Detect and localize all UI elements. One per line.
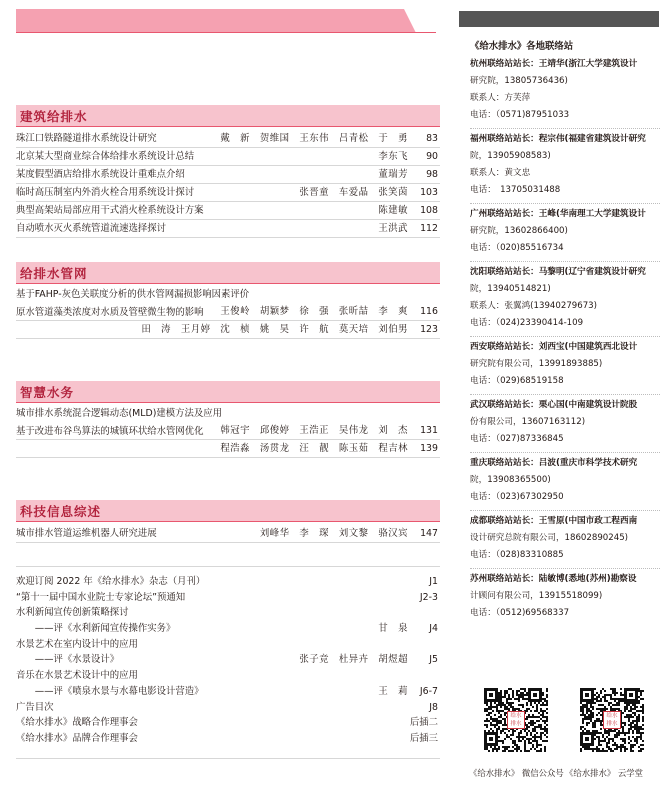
qr-module: [624, 750, 626, 752]
article-page: 90: [426, 151, 438, 162]
qr-module: [546, 690, 548, 692]
qr-module: [526, 710, 528, 712]
qr-module: [638, 720, 640, 722]
station-line: 广州联络站站长：王峰(华南理工大学建筑设计: [470, 209, 646, 219]
qr-module: [626, 748, 628, 750]
qr-module: [634, 744, 636, 746]
notice-row: [16, 654, 440, 668]
station-line: 电话：（020)85516734: [470, 243, 564, 253]
qr-module: [594, 726, 596, 728]
notice-title: ——评《水利新闻宣传操作实务》: [16, 623, 176, 634]
station-block: [470, 455, 660, 506]
header-band: [16, 9, 436, 33]
qr-module: [624, 742, 626, 744]
qr-module: [522, 706, 524, 708]
article-page: 108: [420, 205, 438, 216]
qr-module: [594, 702, 596, 704]
section-title: 给排水管网: [20, 266, 88, 281]
qr-module: [620, 750, 622, 752]
section-title: 智慧水务: [20, 385, 75, 400]
station-divider: [470, 128, 660, 129]
article-row: [16, 426, 440, 456]
row-separator: [16, 542, 440, 543]
notice-title: ——评《喷泉水景与水幕电影设计营造》: [16, 686, 204, 697]
station-line: 杭州联络站站长：王靖华(浙江大学建筑设计: [470, 59, 638, 69]
article-page: 116: [420, 306, 438, 317]
qr-label: 《给水排水》 云学堂: [565, 768, 644, 778]
station-line: 计顾问有限公司，13915518099): [470, 591, 603, 601]
article-row: [16, 223, 440, 237]
qr-finder: [484, 688, 498, 702]
article-title: 珠江口铁路隧道排水系统设计研究: [16, 133, 157, 144]
qr-module: [594, 738, 596, 740]
article-title: 基于改进布谷鸟算法的城镇环状给水管网优化: [16, 426, 204, 437]
article-authors: 李东飞: [378, 151, 408, 162]
qr-module: [592, 750, 594, 752]
qr-module: [636, 706, 638, 708]
qr-code: [580, 688, 644, 752]
qr-module: [546, 736, 548, 738]
qr-module: [630, 740, 632, 742]
article-row: [16, 205, 440, 219]
notice-row: [16, 733, 440, 747]
station-line: 电话： 13705031488: [470, 185, 561, 195]
notice-page: 后插三: [409, 733, 438, 744]
qr-module: [594, 688, 596, 690]
notice-title: 欢迎订阅 2022 年《给水排水》杂志（月刊）: [16, 576, 206, 587]
qr-module: [642, 748, 644, 750]
qr-module: [518, 700, 520, 702]
notice-title: 水利新闻宣传创新策略探讨: [16, 607, 129, 618]
qr-module: [546, 708, 548, 710]
qr-module: [536, 746, 538, 748]
qr-finder: [580, 732, 594, 746]
qr-module: [520, 732, 522, 734]
qr-module: [614, 694, 616, 696]
station-line: 院，13908365500): [470, 475, 551, 485]
station-line: 电话：（027)87336845: [470, 434, 564, 444]
article-authors: 张晋童 车爱晶 张笑茵: [299, 187, 408, 198]
qr-module: [642, 690, 644, 692]
notice-row: [16, 686, 440, 700]
qr-module: [600, 692, 602, 694]
section-header-band: [16, 381, 440, 403]
qr-module: [546, 704, 548, 706]
station-line: 重庆联络站站长：吕波(重庆市科学技术研究: [470, 458, 638, 468]
qr-module: [546, 724, 548, 726]
header-band-fill: [16, 9, 416, 33]
qr-module: [500, 706, 502, 708]
qr-module: [606, 708, 608, 710]
station-line: 联系人：方芙萍: [470, 93, 531, 103]
station-line: 电话：（029)68519158: [470, 376, 564, 386]
qr-module: [606, 750, 608, 752]
row-separator: [16, 457, 440, 458]
qr-module: [616, 736, 618, 738]
qr-module: [608, 742, 610, 744]
qr-module: [496, 750, 498, 752]
qr-module: [636, 742, 638, 744]
article-page: 112: [420, 223, 438, 234]
qr-module: [510, 698, 512, 700]
qr-module: [536, 732, 538, 734]
qr-module: [632, 732, 634, 734]
article-row: [16, 187, 440, 201]
qr-module: [618, 704, 620, 706]
notice-page: J5: [429, 654, 438, 665]
article-title: 原水管道藻类浓度对水质及管壁微生物的影响: [16, 307, 204, 318]
article-page: 139: [420, 443, 438, 454]
header-band-rule: [16, 32, 436, 33]
qr-module: [514, 730, 516, 732]
station-block: [470, 397, 660, 448]
notice-title: ——评《水景设计》: [16, 654, 120, 665]
notice-authors: 甘 泉: [378, 623, 408, 634]
qr-module: [498, 736, 500, 738]
stations-list: [470, 56, 660, 622]
station-line: 苏州联络站站长：陆敏博(悉地(苏州)勘察设: [470, 574, 637, 584]
row-separator: [16, 165, 440, 166]
station-block: [470, 513, 660, 564]
station-line: 电话：（024)23390414-109: [470, 318, 584, 328]
qr-finder: [580, 688, 594, 702]
section-header: [16, 262, 440, 284]
qr-module: [528, 750, 530, 752]
article-page: 83: [426, 133, 438, 144]
qr-module: [628, 732, 630, 734]
qr-module: [526, 718, 528, 720]
stations-heading: 《给水排水》各地联络站: [470, 41, 574, 52]
qr-module: [516, 750, 518, 752]
qr-module: [504, 750, 506, 752]
qr-module: [532, 706, 534, 708]
station-line: 电话：（0571)87951033: [470, 110, 570, 120]
qr-module: [600, 728, 602, 730]
qr-module: [546, 712, 548, 714]
article-authors: 韩冠宇 邱俊婷 王浩正 吴伟龙 刘 杰: [220, 425, 408, 436]
qr-module: [512, 750, 514, 752]
qr-module: [600, 744, 602, 746]
qr-module: [526, 704, 528, 706]
qr-module: [494, 714, 496, 716]
article-row: [16, 133, 440, 147]
article-title: 自动喷水灭火系统管道流速选择探讨: [16, 223, 167, 234]
qr-module: [596, 714, 598, 716]
notice-row: [16, 670, 440, 684]
notice-title: 音乐在水景艺术设计中的应用: [16, 670, 138, 681]
qr-module: [612, 750, 614, 752]
station-line: 沈阳联络站站长：马黎明(辽宁省建筑设计研究: [470, 267, 646, 277]
qr-module: [642, 698, 644, 700]
qr-module: [488, 750, 490, 752]
qr-module: [622, 712, 624, 714]
notice-row: [16, 639, 440, 653]
qr-module: [546, 740, 548, 742]
station-line: 福州联络站站长：程宗伟(福建省建筑设计研究: [470, 134, 646, 144]
qr-logo: 给水排水: [603, 711, 621, 729]
station-divider: [470, 261, 660, 262]
qr-module: [520, 740, 522, 742]
qr-module: [542, 694, 544, 696]
section-header-rule: [16, 402, 440, 403]
qr-module: [492, 710, 494, 712]
station-line: 武汉联络站站长：栗心国(中南建筑设计院股: [470, 400, 638, 410]
article-row: [16, 528, 440, 542]
article-title: 北京某大型商业综合体给排水系统设计总结: [16, 151, 195, 162]
notice-page: J1: [429, 576, 438, 587]
station-divider: [470, 510, 660, 511]
qr-module: [592, 708, 594, 710]
article-page: 103: [420, 187, 438, 198]
qr-module: [498, 748, 500, 750]
qr-module: [508, 746, 510, 748]
qr-finder: [528, 688, 542, 702]
row-separator: [16, 201, 440, 202]
contact-stations: [470, 38, 660, 626]
qr-module: [632, 750, 634, 752]
section-header-rule: [16, 521, 440, 522]
qr-label: 《给水排水》 微信公众号: [469, 768, 564, 778]
qr-module: [604, 690, 606, 692]
qr-module: [624, 710, 626, 712]
qr-module: [642, 724, 644, 726]
qr-logo: 给水排水: [507, 711, 525, 729]
qr-module: [616, 748, 618, 750]
section-header: [16, 381, 440, 403]
article-authors: 刘峰华 李 琛 刘文黎 骆汉宾: [259, 528, 408, 539]
notice-page: J6-7: [419, 686, 438, 697]
article-row: [16, 151, 440, 165]
notice-title: 《给水排水》战略合作理事会: [16, 717, 138, 728]
article-title: 城市排水系统混合逻辑动态(MLD)建模方法及应用: [16, 408, 222, 419]
qr-module: [638, 702, 640, 704]
notice-row: [16, 592, 440, 606]
station-line: 电话：（028)83310885: [470, 550, 564, 560]
article-authors: 董瑞芳: [378, 169, 408, 180]
section-header-rule: [16, 283, 440, 284]
article-row: [16, 169, 440, 183]
station-block: [470, 56, 660, 124]
qr-module: [504, 738, 506, 740]
qr-module: [642, 740, 644, 742]
article-title: 典型高架站局部应用干式消火栓系统设计方案: [16, 205, 204, 216]
station-divider: [470, 336, 660, 337]
notice-row: [16, 607, 440, 621]
qr-finder: [624, 688, 638, 702]
qr-module: [540, 744, 542, 746]
station-line: 份有限公司，13607163112): [470, 417, 586, 427]
station-line: 联系人：张翼鸿(13940279673): [470, 301, 598, 311]
qr-module: [642, 732, 644, 734]
qr-module: [538, 720, 540, 722]
notice-title: 广告目次: [16, 702, 54, 713]
station-line: 院，13940514821): [470, 284, 551, 294]
qr-module: [586, 724, 588, 726]
notice-separator: [16, 758, 440, 759]
section-header-rule: [16, 126, 440, 127]
qr-finder: [484, 732, 498, 746]
notice-page: J2-3: [419, 592, 438, 603]
qr-module: [582, 722, 584, 724]
station-divider: [470, 394, 660, 395]
qr-module: [642, 744, 644, 746]
station-line: 西安联络站站长：刘西宝(中国建筑西北设计: [470, 342, 638, 352]
qr-module: [530, 710, 532, 712]
qr-module: [502, 742, 504, 744]
row-separator: [16, 338, 440, 339]
station-line: 研究院有限公司，13991893885): [470, 359, 603, 369]
notice-page: J8: [429, 702, 438, 713]
notice-authors: 王 莉: [378, 686, 408, 697]
qr-module: [546, 696, 548, 698]
notice-row: [16, 576, 440, 590]
article-authors: 程浩淼 汤贯龙 汪 靓 陈玉茹 程吉林: [220, 443, 408, 454]
article-title: 某度假型酒店给排水系统设计重难点介绍: [16, 169, 185, 180]
station-line: 研究院，13602866400): [470, 226, 568, 236]
qr-module: [580, 750, 582, 752]
qr-module: [624, 734, 626, 736]
notice-title: “第十一届中国水业院士专家论坛”预通知: [16, 592, 186, 603]
qr-module: [618, 734, 620, 736]
qr-module: [642, 712, 644, 714]
row-separator: [16, 237, 440, 238]
article-authors: 王俊岭 胡颖梦 徐 强 张昕喆 李 爽: [220, 306, 408, 317]
article-authors: 陈建敏: [378, 205, 408, 216]
qr-module: [620, 688, 622, 690]
qr-module: [492, 750, 494, 752]
qr-module: [486, 726, 488, 728]
station-line: 联系人：黄文忠: [470, 168, 531, 178]
row-separator: [16, 183, 440, 184]
notice-page: 后插二: [409, 717, 438, 728]
qr-module: [632, 746, 634, 748]
qr-module: [528, 726, 530, 728]
section-title: 科技信息综述: [20, 504, 102, 519]
qr-module: [540, 750, 542, 752]
notice-separator: [16, 566, 440, 567]
qr-module: [608, 734, 610, 736]
qr-module: [642, 728, 644, 730]
station-block: [470, 264, 660, 332]
qr-module: [640, 694, 642, 696]
qr-module: [592, 716, 594, 718]
qr-module: [512, 702, 514, 704]
sidebar-top-bar: [459, 11, 659, 27]
station-divider: [470, 568, 660, 569]
qr-module: [534, 722, 536, 724]
qr-module: [508, 730, 510, 732]
article-page: 147: [420, 528, 438, 539]
article-page: 123: [420, 324, 438, 335]
station-divider: [470, 452, 660, 453]
article-authors: 田 涛 王月婷 沈 桢 姚 昊 许 航 莫天培 刘伯男: [141, 324, 408, 335]
station-block: [470, 131, 660, 199]
article-title: 基于FAHP-灰色关联度分析的供水管网漏损影响因素评价: [16, 289, 250, 300]
qr-module: [512, 734, 514, 736]
qr-module: [530, 748, 532, 750]
station-divider: [470, 203, 660, 204]
qr-module: [616, 692, 618, 694]
notice-page: J4: [429, 623, 438, 634]
notice-title: 《给水排水》品牌合作理事会: [16, 733, 138, 744]
qr-module: [544, 750, 546, 752]
qr-module: [624, 724, 626, 726]
article-page: 98: [426, 169, 438, 180]
station-line: 电话：（0512)69568337: [470, 608, 570, 618]
station-block: [470, 571, 660, 622]
article-title: 临时高压制室内外消火栓合用系统设计探讨: [16, 187, 195, 198]
notice-title: 水景艺术在室内设计中的应用: [16, 639, 138, 650]
section-title: 建筑给排水: [20, 109, 88, 124]
qr-module: [642, 720, 644, 722]
qr-module: [600, 700, 602, 702]
notice-authors: 张子竞 杜异卉 胡煜超: [299, 654, 408, 665]
qr-code: [484, 688, 548, 752]
section-header: [16, 105, 440, 127]
article-authors: 王洪武: [378, 223, 408, 234]
qr-module: [640, 750, 642, 752]
qr-module: [546, 732, 548, 734]
station-line: 电话：（023)67302950: [470, 492, 564, 502]
notice-row: [16, 717, 440, 731]
qr-module: [546, 720, 548, 722]
qr-module: [500, 732, 502, 734]
station-line: 成都联络站站长：王雪原(中国市政工程西南: [470, 516, 638, 526]
article-page: 131: [420, 425, 438, 436]
section-header: [16, 500, 440, 522]
row-separator: [16, 219, 440, 220]
qr-module: [632, 716, 634, 718]
article-title: 城市排水管道运维机器人研究进展: [16, 528, 157, 539]
station-line: 研究院，13805736436): [470, 76, 568, 86]
station-block: [470, 206, 660, 257]
notice-row: [16, 702, 440, 716]
row-separator: [16, 147, 440, 148]
qr-module: [526, 734, 528, 736]
article-row: [16, 307, 440, 337]
notice-row: [16, 623, 440, 637]
station-line: 设计研究总院有限公司，18602890245): [470, 533, 629, 543]
station-block: [470, 339, 660, 390]
station-line: 院，13905908583): [470, 151, 551, 161]
qr-module: [520, 750, 522, 752]
qr-module: [490, 712, 492, 714]
qr-module: [588, 722, 590, 724]
article-authors: 戴 新 贺维国 王东伟 吕青松 于 勇: [220, 133, 408, 144]
